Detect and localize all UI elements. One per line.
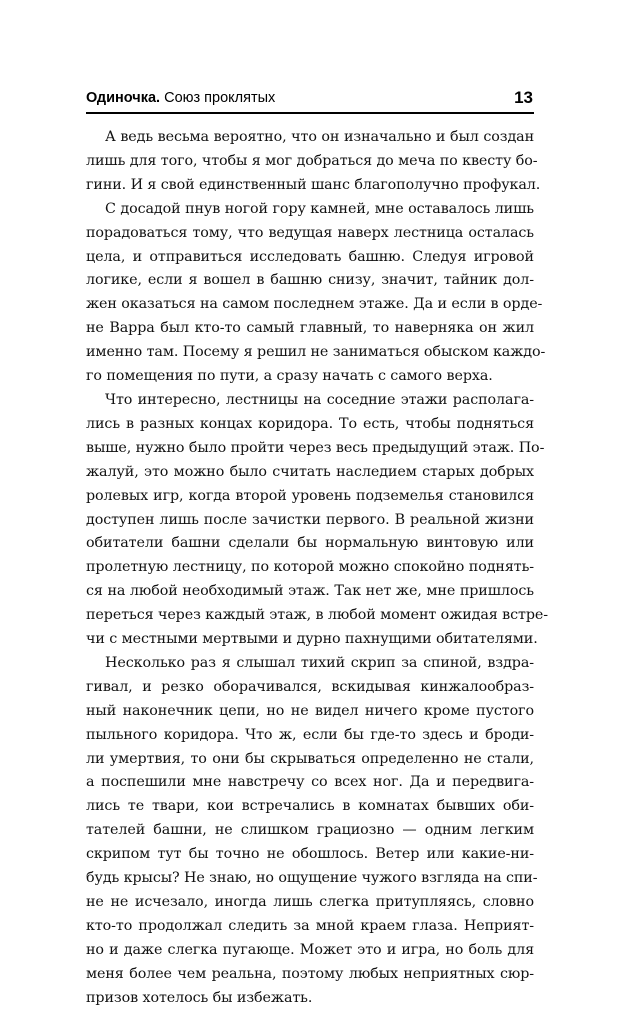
text-line: ли умертвия, то они бы скрываться определенно не стали, <box>86 750 534 767</box>
text-line: ный наконечник цепи, но не видел ничего кроме пустого <box>86 702 534 719</box>
text-line: обитатели башни сделали бы нормальную винтовую или <box>86 535 534 552</box>
text-line: го помещения по пути, а сразу начать с самого верха. <box>86 368 493 385</box>
paragraph <box>86 198 546 389</box>
text-line: лишь для того, чтобы я мог добраться до меча по квесту бо- <box>86 152 538 169</box>
text-line: жен оказаться на самом последнем этаже. Да и если в орде- <box>86 296 543 313</box>
text-line: цела, и отправиться исследовать башню. Следуя игровой <box>86 248 534 265</box>
text-line: лись те твари, кои встречались в комнатах бывших оби- <box>86 798 534 815</box>
running-header-title <box>86 90 275 106</box>
paragraph <box>86 126 541 198</box>
text-line: чи с местными мертвыми и дурно пахнущими обитателями. <box>86 631 538 648</box>
text-line: пролетную лестницу, по которой можно спокойно поднять- <box>86 559 534 576</box>
text-line: гини. И я свой единственный шанс благополучно профукал. <box>86 176 541 193</box>
text-line: Что интересно, лестницы на соседние этажи располага- <box>105 391 534 408</box>
book-title: Союз проклятых <box>164 90 276 106</box>
text-line: жалуй, это можно было считать наследием старых добрых <box>86 463 534 480</box>
text-line: логике, если я вошел в башню снизу, значит, тайник дол- <box>86 272 534 289</box>
paragraph <box>86 652 538 1011</box>
text-line: А ведь весьма вероятно, что он изначально и был создан <box>105 129 534 145</box>
text-line: но и даже слегка пугающе. Может это и игра, но боль для <box>86 941 534 958</box>
page-number: 13 <box>514 88 533 107</box>
text-line: переться через каждый этаж, в любой момент ожидая встре- <box>86 607 548 624</box>
text-line: кто-то продолжал следить за мной краем глаза. Неприят- <box>86 917 534 934</box>
paragraph <box>86 389 548 652</box>
text-line: ся на любой необходимый этаж. Так нет же, мне пришлось <box>86 583 534 600</box>
text-line: гивал, и резко оборачивался, вскидывая кинжалообраз- <box>86 678 534 695</box>
text-line: меня более чем реальна, поэтому любых неприятных сюр- <box>86 965 534 982</box>
text-line: будь крысы? Не знаю, но ощущение чужого взгляда на спи- <box>86 870 538 887</box>
text-line: доступен лишь после зачистки первого. В реальной жизни <box>86 511 534 528</box>
text-line: а поспешили мне навстречу со всех ног. Да и передвига- <box>86 774 534 791</box>
text-line: скрипом тут бы точно не обошлось. Ветер или какие-ни- <box>86 846 534 863</box>
text-line: не Варра был кто-то самый главный, то наверняка он жил <box>86 320 534 337</box>
text-line: не не исчезало, иногда лишь слегка притупляясь, словно <box>86 894 534 910</box>
text-line: С досадой пнув ногой гору камней, мне оставалось лишь <box>105 200 534 217</box>
text-line: порадоваться тому, что ведущая наверх лестница осталась <box>86 224 534 241</box>
text-line: призов хотелось бы избежать. <box>86 989 313 1006</box>
text-line: именно там. Посему я решил не заниматься обыском каждо- <box>86 344 546 361</box>
text-line: выше, нужно было пройти через весь предыдущий этаж. По- <box>86 439 545 456</box>
text-line: Несколько раз я слышал тихий скрип за спиной, вздра- <box>105 654 534 671</box>
running-header <box>86 88 534 114</box>
text-line: пыльного коридора. Что ж, если бы где-то здесь и броди- <box>86 726 534 743</box>
body-text <box>86 126 548 1011</box>
text-line: лись в разных концах коридора. То есть, чтобы подняться <box>86 415 534 432</box>
series-name: Одиночка. <box>86 90 161 106</box>
text-line: ролевых игр, когда второй уровень подземелья становился <box>86 487 534 504</box>
text-line: тателей башни, не слишком грациозно — одним легким <box>86 822 534 839</box>
